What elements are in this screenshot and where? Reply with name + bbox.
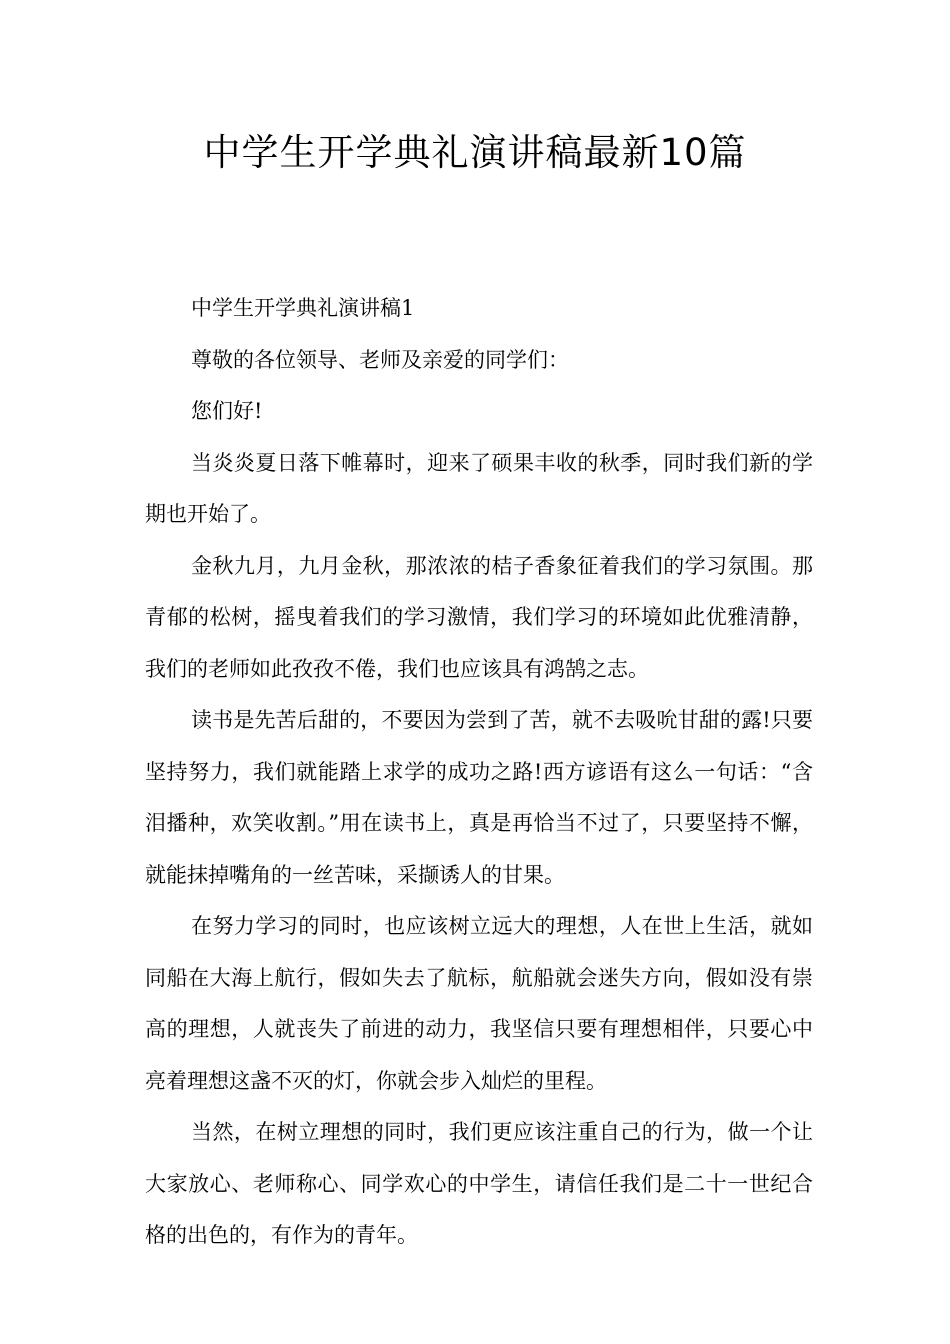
body-paragraph: 金秋九月，九月金秋，那浓浓的桔子香象征着我们的学习氛围。那青郁的松树，摇曳着我们的学习激情，我们学习的环境如此优雅清静，我们的老师如此孜孜不倦，我们也应该具有鸿鹄之志。 <box>145 553 813 681</box>
salutation: 尊敬的各位领导、老师及亲爱的同学们： <box>191 347 569 372</box>
section-heading: 中学生开学典礼演讲稿1 <box>191 296 415 320</box>
document-title: 中学生开学典礼演讲稿最新10篇 <box>203 131 747 174</box>
body-paragraph: 当然，在树立理想的同时，我们更应该注重自己的行为，做一个让大家放心、老师称心、同学欢心的中学生，请信任我们是二十一世纪合格的出色的，有作为的青年。 <box>145 1120 813 1247</box>
body-paragraph: 读书是先苦后甜的，不要因为尝到了苦，就不去吸吮甘甜的露!只要坚持努力，我们就能踏上求学的成功之路!西方谚语有这么一句话：“含泪播种，欢笑收割。”用在读书上，真是再恰当不过了，只要坚持不懈，就能抹掉嘴角的一丝苦味，采撷诱人的甘果。 <box>145 708 813 887</box>
body-paragraph: 当炎炎夏日落下帷幕时，迎来了硕果丰收的秋季，同时我们新的学期也开始了。 <box>145 450 813 526</box>
greeting: 您们好! <box>191 399 263 423</box>
body-paragraph: 在努力学习的同时，也应该树立远大的理想，人在世上生活，就如同船在大海上航行，假如失去了航标，航船就会迷失方向，假如没有崇高的理想，人就丧失了前进的动力，我坚信只要有理想相伴，只要心中亮着理想这盏不灭的灯，你就会步入灿烂的里程。 <box>145 914 813 1093</box>
document-body <box>145 283 813 1262</box>
